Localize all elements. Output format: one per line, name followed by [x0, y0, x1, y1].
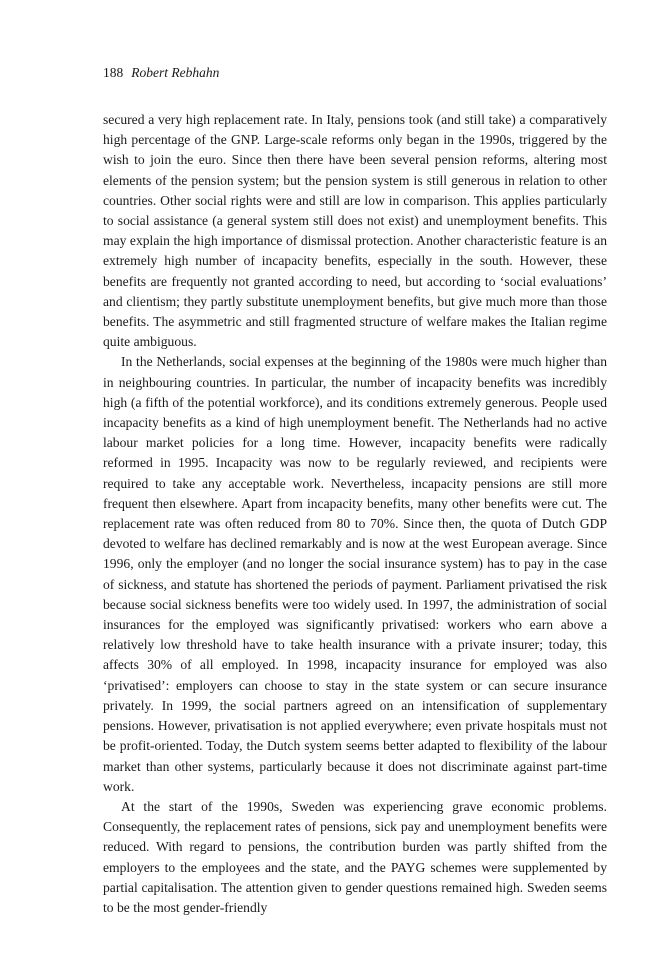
paragraph-netherlands: In the Netherlands, social expenses at the beginning of the 1980s were much higher than in neighbouring countries. In particular, the number of incapacity benefits was incredibly high (a fifth of the potential workforce), and its conditions extremely generous. People used incapacity benefits as a kind of high unemployment benefit. The Netherlands had no active labour market policies for a long time. However, incapacity benefits were radically reformed in 1995. Incapacity was now to be regularly reviewed, and recipients were required to take any acceptable work. Nevertheless, incapacity pensions are still more frequent then elsewhere. Apart from incapacity benefits, many other benefits were cut. The replacement rate was often reduced from 80 to 70%. Since then, the quota of Dutch GDP devoted to welfare has declined remarkably and is now at the west European average. Since 1996, only the employer (and no longer the social insurance system) has to pay in the case of sickness, and statute has shortened the periods of payment. Parliament privatised the risk because social sickness benefits were too widely used. In 1997, the administration of social insurances for the employed was significantly privatised: workers who earn above a relatively low threshold have to take health insurance with a private insurer; today, this affects 30% of all employed. In 1998, incapacity insurance for employed was also ‘privatised’: employers can choose to stay in the state system or can secure insurance privately. In 1999, the social partners agreed on an intensification of supplementary pensions. However, privatisation is not applied everywhere; even private hospitals must not be profit-oriented. Today, the Dutch system seems better adapted to flexibility of the labour market than other systems, particularly because it does not discriminate against part-time work. — [103, 354, 607, 794]
running-head — [103, 64, 219, 82]
page-number: 188 — [103, 65, 124, 80]
paragraph-sweden: At the start of the 1990s, Sweden was experiencing grave economic problems. Consequently, the replacement rates of pensions, sick pay and unemployment benefits were reduced. With regard to pensions, the contribution burden was partly shifted from the employers to the employees and the state, and the PAYG schemes were supplemented by partial capitalisation. The attention given to gender questions remained high. Sweden seems to be the most gender-friendly — [103, 798, 607, 915]
running-head-author: Robert Rebhahn — [131, 65, 220, 80]
paragraph-italy: secured a very high replacement rate. In Italy, pensions took (and still take) a comparatively high percentage of the GNP. Large-scale reforms only began in the 1990s, triggered by the wish to join the euro. Since then there have been several pension reforms, altering most elements of the pension system; but the pension system is still generous in relation to other countries. Other social rights were and still are low in comparison. This applies particularly to social assistance (a general system still does not exist) and unemployment benefits. This may explain the high importance of dismissal protection. Another characteristic feature is an extremely high number of incapacity benefits, especially in the south. However, these benefits are frequently not granted according to need, but according to ‘social evaluations’ and clientism; they partly substitute unemployment benefits, but give much more than those benefits. The asymmetric and still fragmented structure of welfare makes the Italian regime quite ambiguous. — [103, 112, 607, 350]
body-text — [103, 110, 607, 918]
